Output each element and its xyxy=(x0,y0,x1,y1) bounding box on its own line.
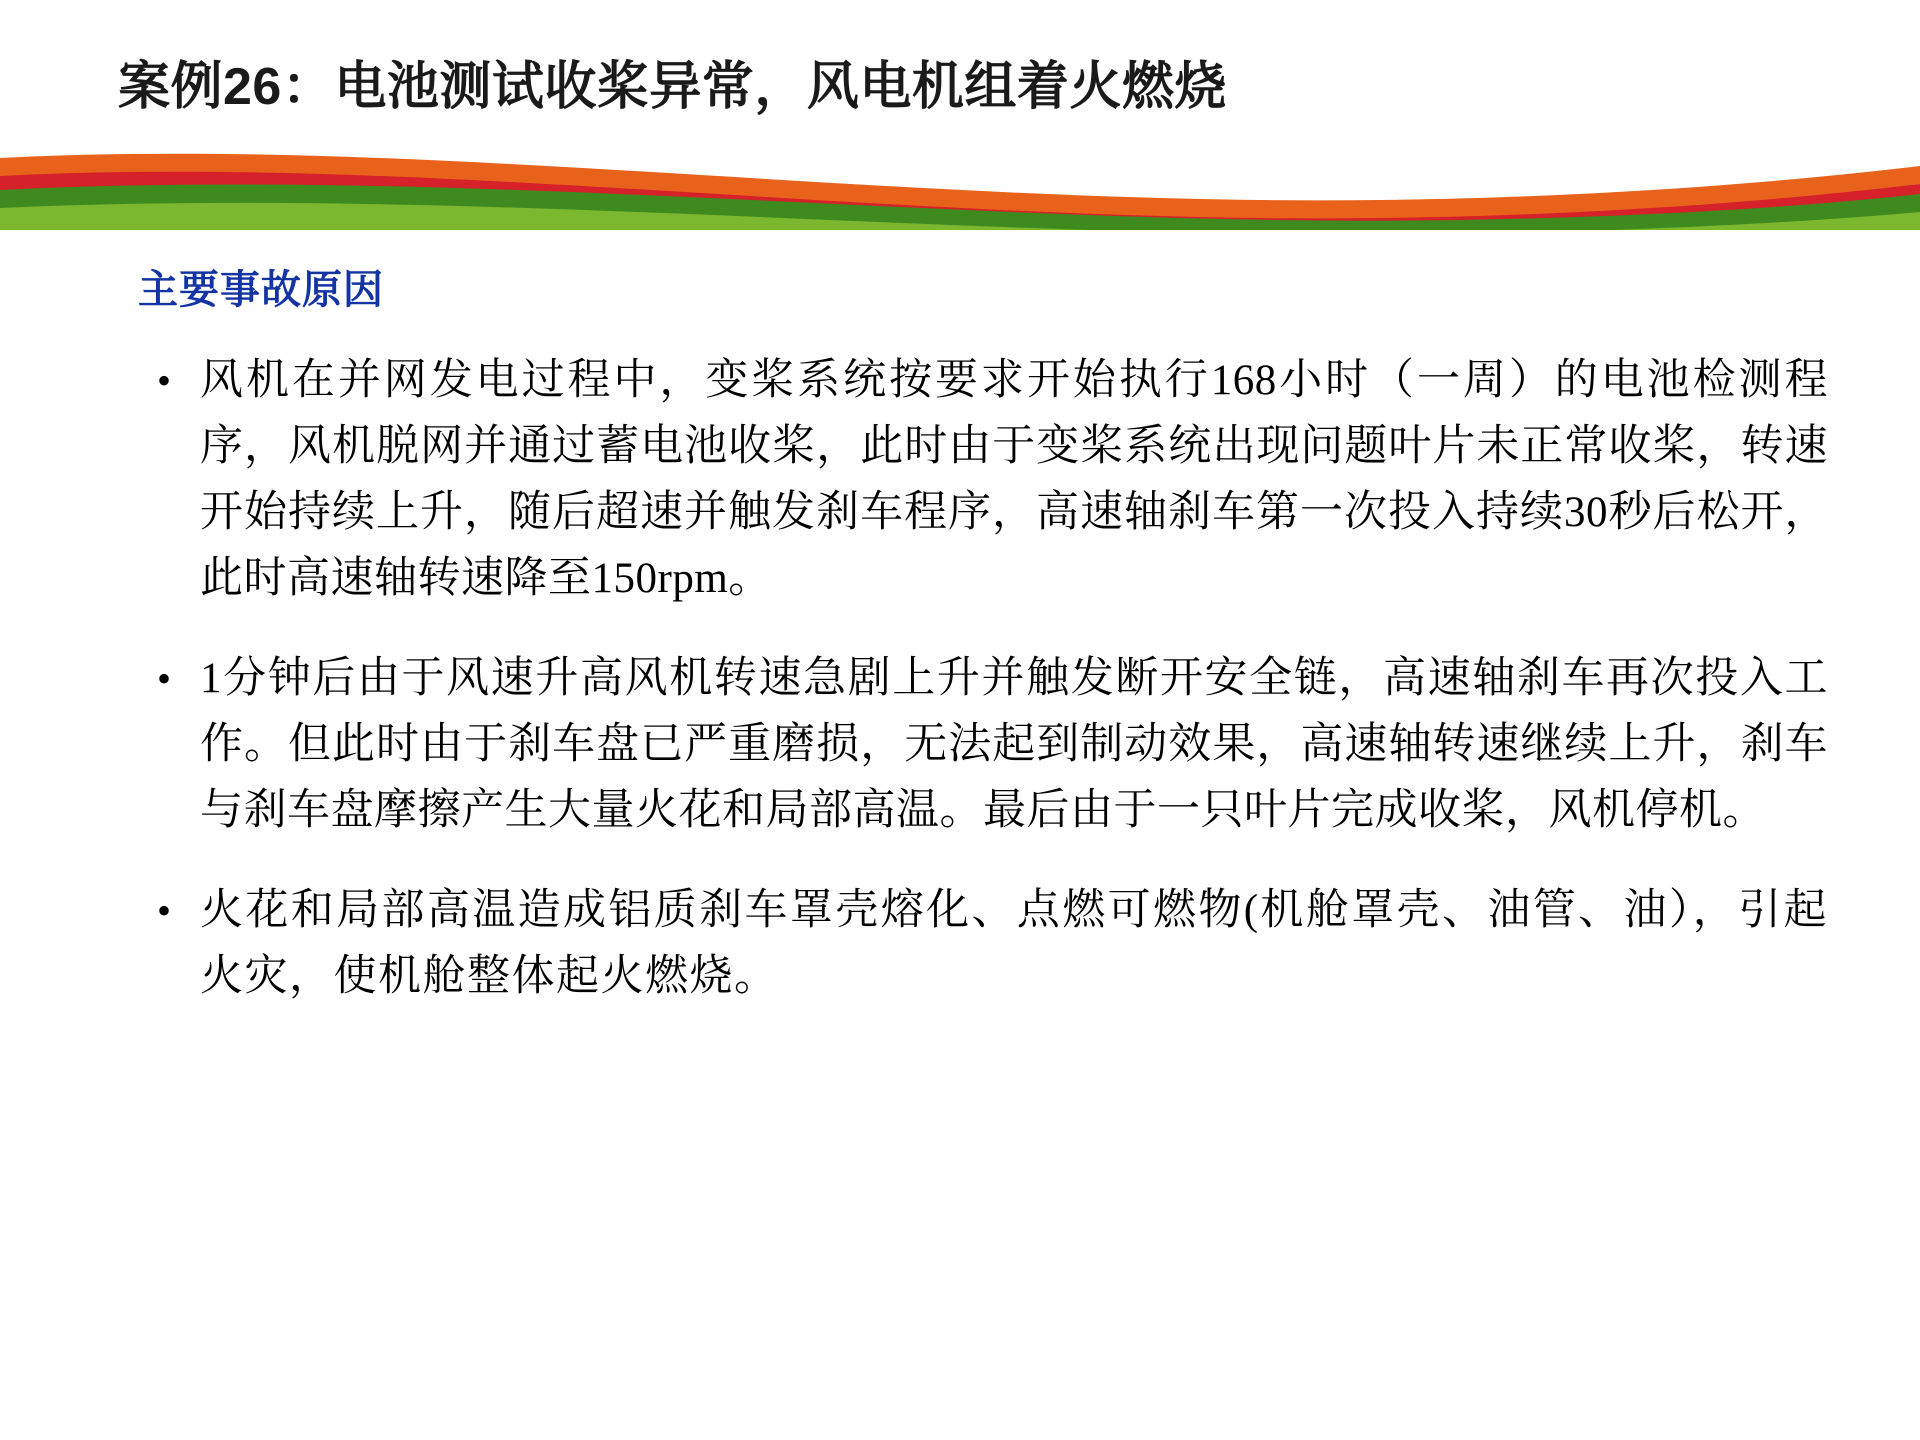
decorative-band xyxy=(0,150,1920,230)
list-item-text: 风机在并网发电过程中，变桨系统按要求开始执行168小时（一周）的电池检测程序，风机脱网并通过蓄电池收桨，此时由于变桨系统出现问题叶片未正常收桨，转速开始持续上升，随后超速并触发刹车程序，高速轴刹车第一次投入持续30秒后松开，此时高速轴转速降至150rpm。 xyxy=(200,357,1828,602)
list-item xyxy=(128,646,1828,844)
bullet-marker-icon: • xyxy=(156,888,171,933)
list-item-text: 1分钟后由于风速升高风机转速急剧上升并触发断开安全链，高速轴刹车再次投入工作。但此时由于刹车盘已严重磨损，无法起到制动效果，高速轴转速继续上升，刹车与刹车盘摩擦产生大量火花和局部高温。最后由于一只叶片完成收桨，风机停机。 xyxy=(200,655,1828,834)
bullet-marker-icon: • xyxy=(156,358,171,403)
page-title: 案例26：电池测试收桨异常，风电机组着火燃烧 xyxy=(118,58,1227,116)
list-item xyxy=(128,348,1828,612)
list-item xyxy=(128,878,1828,1010)
section-heading: 主要事故原因 xyxy=(138,268,384,312)
list-item-text: 火花和局部高温造成铝质刹车罩壳熔化、点燃可燃物(机舱罩壳、油管、油），引起火灾，使机舱整体起火燃烧。 xyxy=(200,887,1828,1000)
bullet-marker-icon: • xyxy=(156,656,171,701)
bullet-list xyxy=(128,348,1828,1044)
